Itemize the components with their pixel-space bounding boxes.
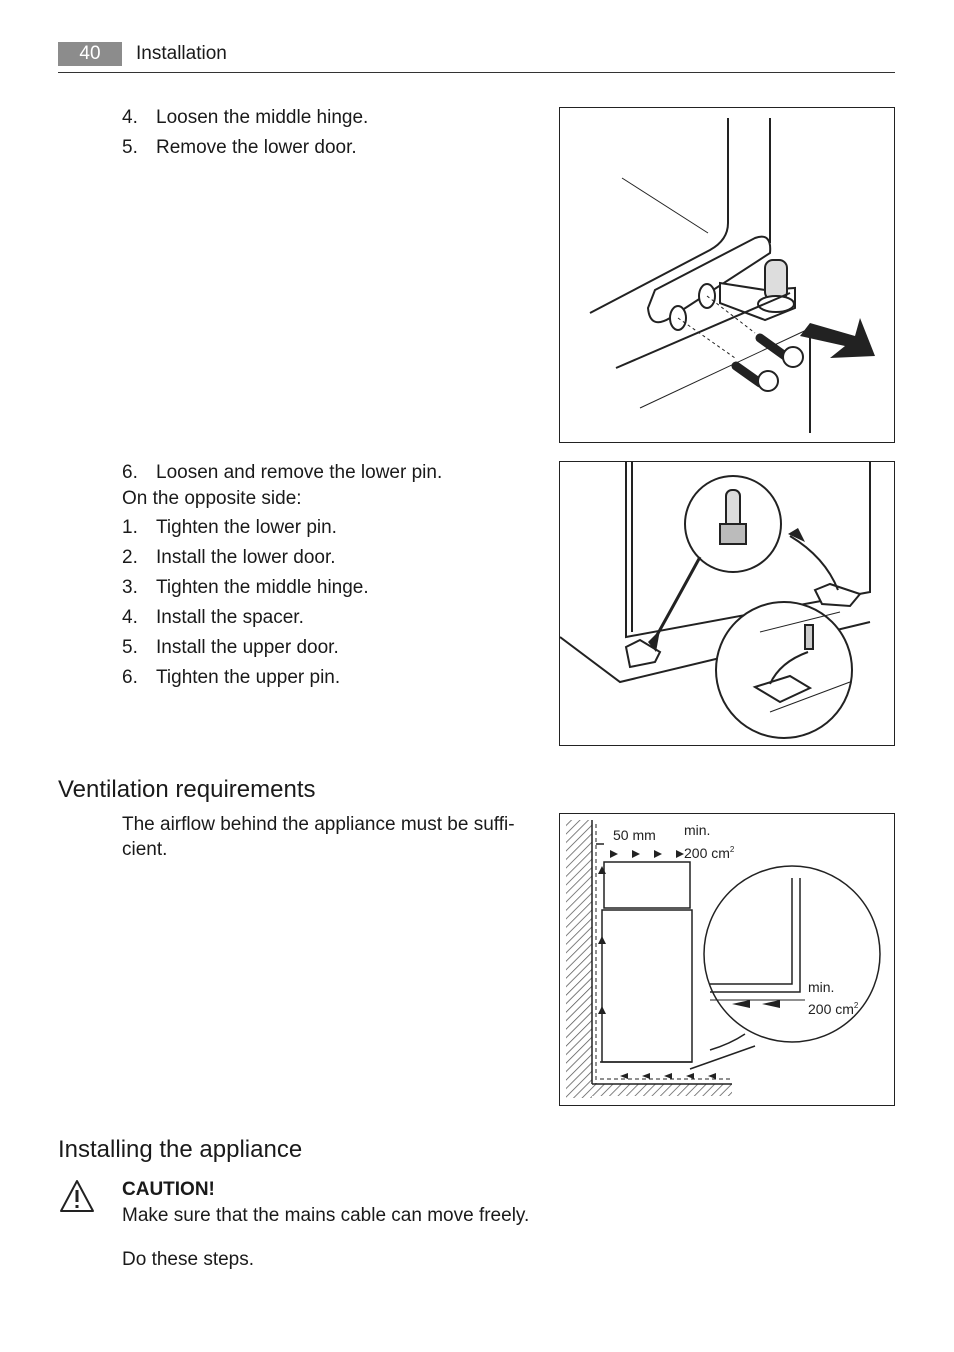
- opposite-side-label: On the opposite side:: [122, 488, 302, 509]
- reassembly-steps-list: [122, 513, 369, 693]
- lower-pin-illustration: [560, 462, 894, 745]
- list-item: 6. Loosen and remove the lower pin.: [122, 462, 443, 483]
- caution-text: Make sure that the mains cable can move freely.: [122, 1205, 530, 1226]
- ventilation-illustration: [560, 814, 894, 1105]
- ventilation-figure: [559, 813, 895, 1106]
- list-item: 2. Install the lower door.: [122, 547, 336, 568]
- section-title: Installation: [136, 43, 227, 64]
- min-label-bottom: min.: [808, 979, 835, 995]
- hinge-steps-list: [122, 103, 368, 163]
- list-item: 5. Remove the lower door.: [122, 137, 357, 158]
- middle-hinge-figure: [559, 107, 895, 443]
- caution-title: CAUTION!: [122, 1179, 215, 1200]
- ventilation-text-line1: The airflow behind the appliance must be suffi-: [122, 814, 515, 835]
- middle-hinge-illustration: [560, 108, 894, 442]
- page-number: 40: [58, 42, 122, 66]
- list-item: 5. Install the upper door.: [122, 637, 339, 658]
- installing-heading: Installing the appliance: [58, 1136, 303, 1163]
- area-label-top: 200 $cm^2$: [684, 845, 735, 861]
- min-label-top: min.: [684, 822, 711, 838]
- list-item: 3. Tighten the middle hinge.: [122, 577, 369, 598]
- list-item: 4. Loosen the middle hinge.: [122, 107, 369, 128]
- list-item: 1. Tighten the lower pin.: [122, 517, 337, 538]
- list-item: 4. Install the spacer.: [122, 607, 304, 628]
- page-header: [58, 40, 895, 73]
- area-label-bottom: 200 $cm^2$: [808, 1001, 859, 1017]
- ventilation-text-line2: cient.: [122, 839, 168, 860]
- gap-label: 50 mm: [613, 827, 656, 843]
- pin-step-list: [122, 458, 442, 488]
- lower-pin-figure: [559, 461, 895, 746]
- list-item: 6. Tighten the upper pin.: [122, 667, 341, 688]
- warning-triangle-icon: [58, 1178, 96, 1214]
- ventilation-heading: Ventilation requirements: [58, 776, 316, 803]
- steps-intro: Do these steps.: [122, 1249, 255, 1270]
